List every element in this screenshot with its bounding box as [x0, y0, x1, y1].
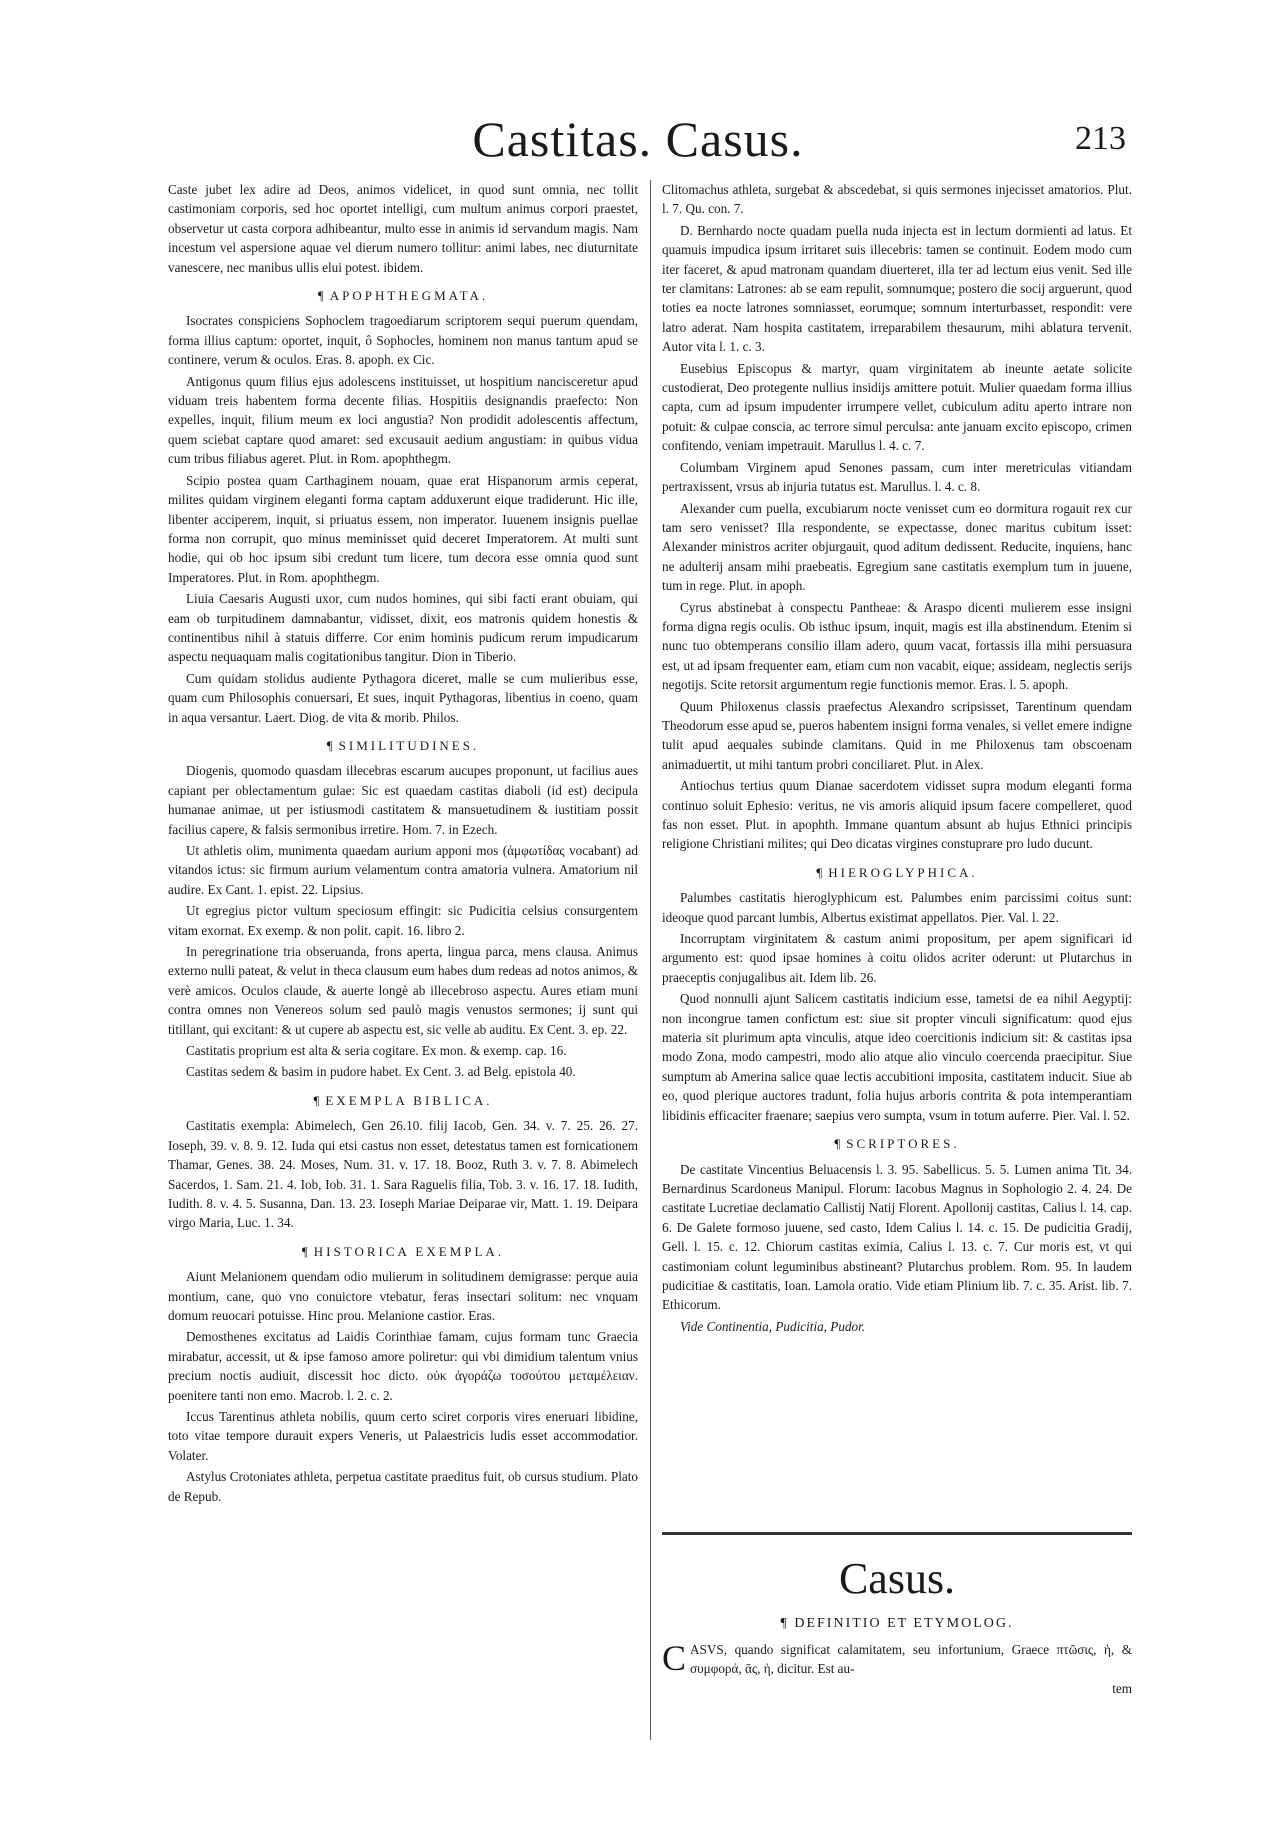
- catchword: tem: [1112, 1680, 1132, 1696]
- paragraph: Castitatis exempla: Abimelech, Gen 26.10. filij Iacob, Gen. 34. v. 7. 25. 26. 27. Ioseph, 39. v. 8. 9. 12. Iuda qui etsi castus non esset, detestatus tamen est fornicationem Thamar, Genes. 38. 24. Moses, Num. 31. v. 17. 18. Booz, Ruth 3. v. 7. 8. Abimelech Sacerdos, 1. Sam. 21. 4. Iob, Iob. 31. 1. Sara Raguelis filia, Tob. 3. v. 16. 17. 18. Iudith, Iudith. 8. v. 4. 5. Susanna, Dan. 13. 23. Ioseph Mariae Deiparae vir, Matt. 1. 19. Deipara virgo Maria, Luc. 1. 34.: [168, 1118, 638, 1231]
- section-heading-historica-exempla: ¶ HISTORICA EXEMPLA.: [301, 1243, 505, 1259]
- section-heading-apophthegmata: ¶ APOPHTHEGMATA.: [317, 288, 489, 304]
- section-mark: ¶: [313, 1092, 320, 1108]
- paragraph: Eusebius Episcopus & martyr, quam virginitatem ab ineunte aetate solicite custodierat, Deo protegente nullius insidijs amittere potuit. Mulier quaedam forma illius capta, cum ad ipsum impudenter irrumpere vellet, cubiculum aditu aperto intrare non potuit: & culpae conscia, ac terrore simul perculsa: ante januam excito episcopo, crimen confitendo, veniam impetrauit. Marullus l. 4. c. 7.: [662, 360, 1132, 454]
- paragraph: Ut egregius pictor vultum speciosum effingit: sic Pudicitia celsius consurgentem vitam exornat. Ex exemp. & non polit. capit. 16. libro 2.: [168, 903, 638, 938]
- paragraph: D. Bernhardo nocte quadam puella nuda injecta est in lectum dormienti ad latus. Et quamuis impudica ipsum irritaret suis illecebris: tamen se continuit. Eodem modo cum iter faceret, & apud matronam quandam diuerteret, illa ter ad lectum eius venit. Sed ille ter clamitans: Latrones: ab se eam repulit, somnumque; postero die socij arguerunt, quod toties ea nocte latrones somniasset, eorumque; somnum interturbasset, respondit: vere latro aderat. Nam hospita castitatem, irreparabilem thesaurum, mihi ablatura tervenit. Autor vita l. 1. c. 3.: [662, 222, 1132, 355]
- section-mark: ¶: [326, 737, 333, 753]
- paragraph: ASVS, quando significat calamitatem, seu infortunium, Graece πτῶσις, ἡ, & συμφορά, ᾶς, ἡ, dicitur. Est au-: [690, 1642, 1132, 1677]
- paragraph: Demosthenes excitatus ad Laidis Corinthiae famam, cujus formam tunc Graecia mirabatur, accessit, ut & ipse famoso amore poliretur: qui vbi dimidium talentum vnius precium noctis audiuit, discessit hoc dicto. οὐκ ἀγοράζω τοσούτου μεταμέλειαν. poenitere tanti non emo. Macrob. l. 2. c. 2.: [168, 1329, 638, 1403]
- right-column: [662, 180, 1132, 1520]
- section-heading-exempla-biblica: ¶ EXEMPLA BIBLICA.: [313, 1092, 493, 1108]
- section-rule: [662, 1532, 1132, 1535]
- casus-entry: [662, 1545, 1132, 1698]
- paragraph: Antiochus tertius quum Dianae sacerdotem vidisset supra modum eleganti forma continuo soluit Ephesio: veritus, ne vis amoris aliquid ipsum facere compelleret, quod fas non esset. Plut. in apophth. Immane quantum absunt ab hujus Ethnici principis religione Christiani milites; qui Deo dicatas virgines constuprare pro ludo ducunt.: [662, 778, 1132, 852]
- paragraph: In peregrinatione tria obseruanda, frons aperta, lingua parca, mens clausa. Animus externo nulli pateat, & velut in theca clausum eum habes dum redeas ad notos animos, & verè amicos. Oculos claude, & auerte longè ab illecebroso aspectu. Aures etiam muni contra omnes non Venereos solum sed paulò magis venustos sermones; ij sunt qui titillant, qui excitant: & ut cupere ab aspectu est, sic velle ab auditu. Ex Cent. 3. ep. 22.: [168, 944, 638, 1037]
- paragraph: Ut athletis olim, munimenta quaedam aurium apponi mos (ἀμφωτίδας vocabant) ad vitandos ictus: sic firmum aurium velamentum contra amatoria vulnera. Amatorium nil audire. Ex Cant. 1. epist. 22. Lipsius.: [168, 843, 638, 897]
- section-heading-similitudines: ¶ SIMILITUDINES.: [326, 737, 480, 753]
- section-mark: ¶: [816, 864, 823, 880]
- column-divider: [650, 180, 651, 1740]
- section-heading-scriptores: ¶ SCRIPTORES.: [834, 1136, 960, 1152]
- page-header: [150, 110, 1126, 180]
- paragraph: Clitomachus athleta, surgebat & abscedebat, si quis sermones injecisset amatorios. Plut. l. 7. Qu. con. 7.: [662, 182, 1132, 217]
- paragraph: Castitatis proprium est alta & seria cogitare. Ex mon. & exemp. cap. 16.: [186, 1043, 567, 1059]
- paragraph: Vide Continentia, Pudicitia, Pudor.: [680, 1318, 866, 1334]
- paragraph: Isocrates conspiciens Sophoclem tragoediarum scriptorem sequi puerum quendam, forma illius captum: oportet, inquit, ô Sophocles, hominem non manus tantum apud se continere, verum & oculos. Eras. 8. apoph. ex Cic.: [168, 313, 638, 368]
- paragraph: Quod nonnulli ajunt Salicem castitatis indicium esse, tametsi de ea nihil Aegyptij: non incongrue tamen confictum est: siue sit propter vinculi significatum: quod ejus materia sit plurimum apta vinculis, atque ideo coercitionis indicium sit: & castitas ipsa modo Zona, modo campestri, modo alio atque alio vinculo coercenda praecipitur. Siue sumptum ab Amerina salice quae lectis accubitioni imposita, castitatem inducit. Siue ab eo, quod plerique auctores tradunt, folia hujus arboris contrita & pota intemperantiam libidinis efficaciter fraenare; saepius vero sumpta, vsum in totum auferre. Pier. Val. l. 52.: [662, 991, 1132, 1123]
- left-column: [168, 180, 638, 1740]
- page-number: 213: [1075, 120, 1126, 157]
- entry-body: [662, 1640, 1132, 1698]
- paragraph: Alexander cum puella, excubiarum nocte venisset cum eo dormitura rogauit rex cur tam sero venisset? Illa respondente, se expectasse, donec maritus cubitum isset: Alexander ministros acriter objurgauit, quod aditum dedissent. Reducite, inquiens, hanc ne adulterij ansam mihi praebeatis. Egregium sane castitatis exemplum tum in juuene, tum in rege. Plut. in apoph.: [662, 500, 1132, 594]
- paragraph: Astylus Crotoniates athleta, perpetua castitate praeditus fuit, ob cursus studium. Plato de Repub.: [168, 1469, 638, 1504]
- section-mark: ¶: [834, 1136, 841, 1152]
- paragraph: Caste jubet lex adire ad Deos, animos videlicet, in quod sunt omnia, nec tollit castimoniam corporis, sed hoc oportet intelligi, cum multum animus corpori praestet, observetur ut casta corpora adhibeantur, multo esse in animis id servandum magis. Nam incestum vel aspersione aquae vel dierum numero tollitur: animi labes, nec diuturnitate vanescere, nec manibus ullis elui potest. ibidem.: [168, 182, 638, 275]
- paragraph: Liuia Caesaris Augusti uxor, cum nudos homines, qui sibi facti erant obuiam, qui eam ob turpitudinem damnabantur, vidisset, dixit, eos matronis quidem honestis & continentibus nihil à statuis differre. Cor enim hominis pudicum rerum impudicarum aspectu nequaquam malis cogitationibus tangitur. Dion in Tiberio.: [168, 591, 638, 665]
- paragraph: Antigonus quum filius ejus adolescens instituisset, ut hospitium nancisceretur apud viduam treis habentem forma decente filias. Hospitiis designandis praefecto: Non expelles, inquit, filium meum ex loci angustia? Non prodidit adolescentis affectum, quem sciebat captare quod amaret: sed excusauit aedium angustiam: in quibus vidua cum tribus filiabus ageret. Plut. in Rom. apophthegm.: [168, 373, 638, 467]
- paragraph: Cyrus abstinebat à conspectu Pantheae: & Araspo dicenti mulierem esse insigni forma digna regis oculis. Ob isthuc ipsum, inquit, magis est illa abstinendum. Etenim si nunc tuo obtemperans consilio illam adero, quum vacat, fortassis illa mihi persuasura est, ut ad ipsam frequenter eam, etiam cum non vacabit, eique; assideam, neglectis serijs negotijs. Scite retorsit argumentum regie functionis memor. Eras. l. 5. apoph.: [662, 599, 1132, 693]
- running-head: Castitas. Casus.: [472, 111, 804, 167]
- paragraph: De castitate Vincentius Beluacensis l. 3. 95. Sabellicus. 5. 5. Lumen anima Tit. 34. Bernardinus Scardoneus Manipul. Florum: Iacobus Magnus in Sophologio 2. 4. 24. De castitate Lucretiae declamatio Callistij Natij Florent. Apollonij castitas, Calius l. 14. cap. 6. De Galete formoso juuene, sed casto, Idem Calius l. 14. c. 15. De pudicitia Gradij, Gell. l. 15. c. 12. Chiorum castitas eximia, Calius l. 13. c. 7. Cur moris est, vt qui castimoniam colunt leguminibus abstineant? Plutarchus problem. Rom. 95. In laudem pudicitiae & castitatis, Ioan. Lamola oratio. Vide etiam Plinium lib. 7. c. 35. Arist. lib. 7. Ethicorum.: [662, 1161, 1132, 1313]
- paragraph: Cum quidam stolidus audiente Pythagora diceret, malle se cum mulieribus esse, quam cum Philosophis conuersari, Et sues, inquit Pythagoras, libentius in coeno, quam in aqua versantur. Laert. Diog. de vita & morib. Philos.: [168, 670, 638, 725]
- entry-title: Casus.: [838, 1554, 956, 1603]
- section-mark: ¶: [317, 288, 324, 304]
- paragraph: Scipio postea quam Carthaginem nouam, quae erat Hispanorum armis ceperat, milites quidam virginem eleganti forma captam adduxerunt eique tradiderunt. Hic ille, libenter acciperem, inquit, si priuatus essem, non imperator. Iuuenem insignis puellae forma non corrupit, quo minus meminisset quid deceret Imperatorem. At multi sunt hodie, qui ob hoc ipsum sibi credunt tum licere, tum decora esse omnia quod sunt Imperatores. Plut. in Rom. apophthegm.: [168, 472, 638, 585]
- paragraph: Columbam Virginem apud Senones passam, cum inter meretriculas vitiandam pertraxissent, vrsus ab injuria tutatus est. Marullus. l. 4. c. 8.: [662, 459, 1132, 495]
- paragraph: Quum Philoxenus classis praefectus Alexandro scripsisset, Tarentinum quendam Theodorum esse apud se, pueros habentem insigni forma venales, si vellet emere indigne tulit apud aequales subinde clamitans. Quid in me Philoxenus tam obscoenam animaduertit, ut mihi tantum probri conciliaret. Plut. in Alex.: [662, 698, 1132, 772]
- paragraph: Aiunt Melanionem quendam odio mulierum in solitudinem demigrasse: perque auia montium, cane, quo vno conuictore vtebatur, feras insectari solitum: nec vnquam domum reuocari potuisse. Hinc prou. Melanione castior. Eras.: [168, 1269, 638, 1323]
- paragraph: Diogenis, quomodo quasdam illecebras escarum aucupes proponunt, ut facilius aues capiant per oblectamentum gulae: Sic est quaedam castitas diaboli (id est) decipula humanae animae, ut per istiusmodi castitatem & mansuetudinem & iustitiam possit facilius capere, & falsis sermonibus irretire. Hom. 7. in Ezech.: [168, 763, 638, 837]
- paragraph: Iccus Tarentinus athleta nobilis, quum certo sciret corporis vires eneruari libidine, toto vitae tempore durauit expers Veneris, ut Palaestricis ludis esset accommodatior. Volater.: [168, 1408, 638, 1463]
- section-heading-hieroglyphica: ¶ HIEROGLYPHICA.: [816, 864, 978, 880]
- paragraph: Incorruptam virginitatem & castum animi propositum, per apem significari id argumento est: quod ipsae homines à coitu olidos acriter oderunt: ut Plutarchus in praeceptis conjugalibus ait. Idem lib. 26.: [662, 931, 1132, 985]
- paragraph: Palumbes castitatis hieroglyphicum est. Palumbes enim parcissimi coitus sunt: ideoque quod parcant lumbis, Albertus existimat appellatos. Pier. Val. l. 22.: [662, 890, 1132, 925]
- section-mark: ¶: [301, 1243, 308, 1259]
- drop-capital: C: [662, 1638, 687, 1678]
- entry-subheading: ¶ DEFINITIO ET ETYMOLOG.: [780, 1616, 1014, 1631]
- paragraph: Castitas sedem & basim in pudore habet. Ex Cent. 3. ad Belg. epistola 40.: [186, 1064, 576, 1080]
- section-mark: ¶: [780, 1616, 789, 1631]
